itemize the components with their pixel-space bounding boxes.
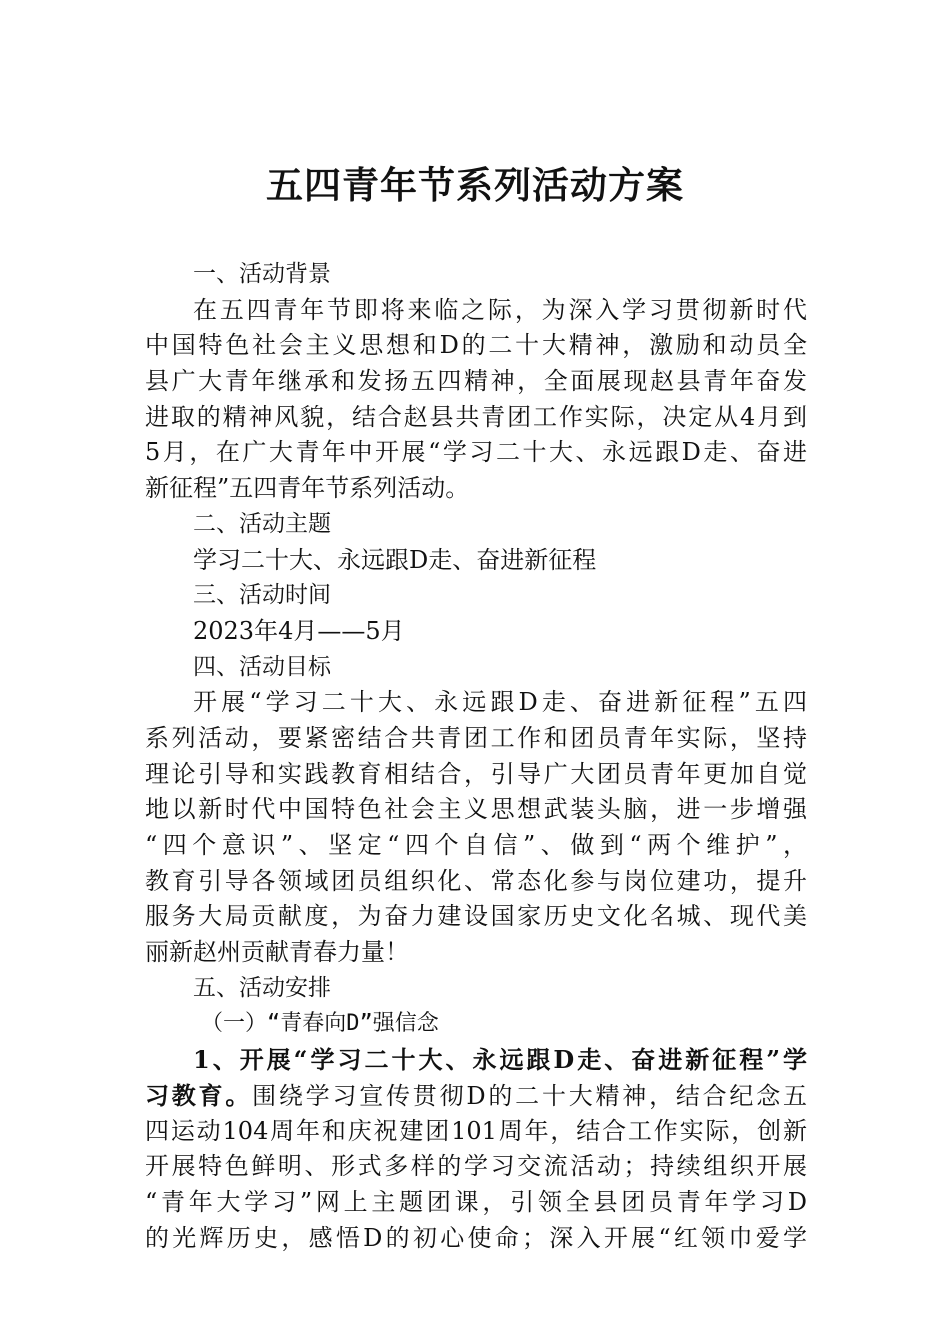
section-heading-goals: 四、活动目标 [193, 653, 331, 680]
paragraph-line: 地以新时代中国特色社会主义思想武装头脑，进一步增强 [145, 795, 807, 824]
paragraph-line: 四运动104周年和庆祝建团101周年，结合工作实际，创新 [145, 1116, 807, 1145]
paragraph-line: 开展特色鲜明、形式多样的学习交流活动；持续组织开展 [145, 1152, 807, 1181]
paragraph-line: 丽新赵州贡献青春力量！ [145, 938, 409, 967]
paragraph-line: 新征程”五四青年节系列活动。 [145, 474, 470, 503]
paragraph-line [145, 1078, 807, 1114]
paragraph-line: 中国特色社会主义思想和D的二十大精神，激励和动员全 [145, 331, 807, 360]
subsection-heading: （一）“青春向D”强信念 [201, 1011, 439, 1037]
section-heading-arrangement: 五、活动安排 [193, 974, 331, 1001]
document-title: 五四青年节系列活动方案 [266, 163, 684, 207]
paragraph-line: 服务大局贡献度，为奋力建设国家历史文化名城、现代美 [145, 902, 807, 931]
paragraph-line: 系列活动，要紧密结合共青团工作和团员青年实际，坚持 [145, 723, 807, 752]
paragraph-line: 教育引导各领域团员组织化、常态化参与岗位建功，提升 [145, 866, 807, 895]
paragraph-line: 在五四青年节即将来临之际，为深入学习贯彻新时代 [193, 295, 807, 324]
paragraph-line: “四个意识”、坚定“四个自信”、做到“两个维护”， [145, 831, 807, 859]
theme-text: 学习二十大、永远跟D走、奋进新征程 [193, 545, 597, 574]
paragraph-line: 县广大青年继承和发扬五四精神，全面展现赵县青年奋发 [145, 367, 807, 396]
document-body [145, 257, 807, 1256]
section-heading-theme: 二、活动主题 [193, 510, 331, 537]
paragraph-line: 开展“学习二十大、永远跟D走、奋进新征程”五四 [193, 688, 807, 717]
paragraph-line: 进取的精神风貌，结合赵县共青团工作实际，决定从4月到 [145, 402, 807, 431]
paragraph-line: 的光辉历史，感悟D的初心使命；深入开展“红领巾爱学 [145, 1223, 807, 1252]
paragraph-line: 理论引导和实践教育相结合，引导广大团员青年更加自觉 [145, 759, 807, 788]
section-heading-background: 一、活动背景 [193, 261, 331, 287]
paragraph-line: “青年大学习”网上主题团课，引领全县团员青年学习D [145, 1187, 807, 1216]
paragraph-text: 围绕学习宣传贯彻D的二十大精神，结合纪念五 [252, 1081, 807, 1110]
item-heading-bold-end: 习教育。 [145, 1080, 253, 1110]
paragraph-line: 5月，在广大青年中开展“学习二十大、永远跟D走、奋进 [145, 438, 807, 467]
time-text: 2023年4月——5月 [193, 616, 405, 645]
item-heading-bold: 1、开展“学习二十大、永远跟D走、奋进新征程”学 [193, 1045, 807, 1075]
section-heading-time: 三、活动时间 [193, 582, 331, 609]
